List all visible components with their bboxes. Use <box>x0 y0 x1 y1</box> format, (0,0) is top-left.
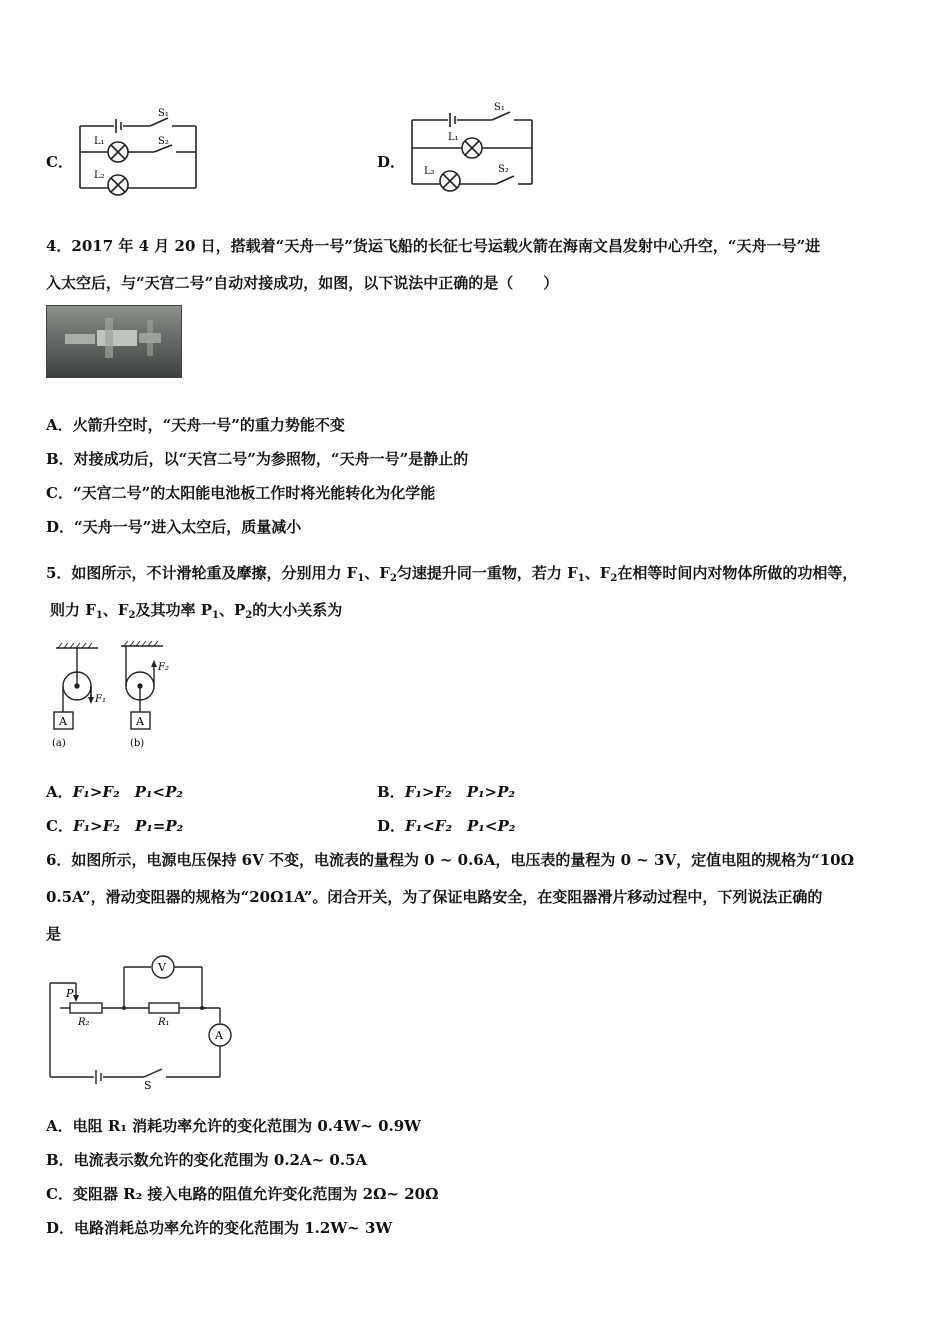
q3d-s1-label: S₁ <box>494 102 505 113</box>
q6-circuit-figure <box>46 955 236 1090</box>
q4-option-b[interactable]: B．对接成功后，以“天宫二号”为参照物，“天舟一号”是静止的 <box>46 450 469 468</box>
q6-stem-line3: 是 <box>46 925 62 943</box>
q4-option-d[interactable]: D．“天舟一号”进入太空后，质量减小 <box>46 518 302 536</box>
q3-circuit-c <box>72 104 202 196</box>
q4-stem-line2: 入太空后，与“天宫二号”自动对接成功，如图，以下说法中正确的是（ ） <box>46 274 559 292</box>
q3d-l2-label: L₂ <box>424 166 435 177</box>
q6-slider-p-label: P <box>66 987 74 1000</box>
q3c-s1-label: S₁ <box>158 108 169 119</box>
q5-pulley-figure <box>46 640 196 752</box>
q5-f1-label: F₁ <box>95 694 106 705</box>
q6-switch-label: S <box>144 1079 152 1090</box>
q6-option-a[interactable]: A．电阻 R₁ 消耗功率允许的变化范围为 0.4W~ 0.9W <box>46 1117 422 1135</box>
q3-circuit-d <box>404 98 539 192</box>
q6-stem-line1: 6．如图所示，电源电压保持 6V 不变，电流表的量程为 0 ~ 0.6A，电压表的量程为 0 ~ 3V，定值电阻的规格为“10Ω <box>46 851 854 869</box>
q5-fig-a-caption: (a) <box>52 738 66 749</box>
q6-voltmeter-label: V <box>158 961 166 974</box>
q3d-l1-label: L₁ <box>448 132 459 143</box>
q4-spacecraft-photo <box>46 305 182 378</box>
q5-option-b[interactable]: B．F₁>F₂ P₁>P₂ <box>377 783 515 801</box>
q3c-l1-label: L₁ <box>94 136 105 147</box>
q5-box-b-label: A <box>136 715 144 728</box>
q3c-l2-label: L₂ <box>94 170 105 181</box>
q5-fig-b-caption: (b) <box>130 738 145 749</box>
q6-option-b[interactable]: B．电流表示数允许的变化范围为 0.2A~ 0.5A <box>46 1151 368 1169</box>
q5-option-d[interactable]: D．F₁<F₂ P₁<P₂ <box>377 817 516 835</box>
q3d-s2-label: S₂ <box>498 164 509 175</box>
q6-option-d[interactable]: D．电路消耗总功率允许的变化范围为 1.2W~ 3W <box>46 1219 393 1237</box>
q4-option-c[interactable]: C．“天宫二号”的太阳能电池板工作时将光能转化为化学能 <box>46 484 436 502</box>
q6-r2-label: R₂ <box>78 1017 90 1028</box>
q6-r1-label: R₁ <box>158 1017 170 1028</box>
q5-stem-line1: 5．如图所示，不计滑轮重及摩擦，分别用力 $F_1$、$F_2$匀速提升同一重物，若力 $F_1$、$F_2$在相等时间内对物体所做的功相等， <box>46 564 858 584</box>
q3c-s2-label: S₂ <box>158 136 169 147</box>
q4-option-a[interactable]: A．火箭升空时，“天舟一号”的重力势能不变 <box>46 416 345 434</box>
q6-ammeter-label: A <box>215 1029 223 1042</box>
q3-option-d-label[interactable]: D． <box>377 153 406 171</box>
q6-option-c[interactable]: C．变阻器 R₂ 接入电路的阻值允许变化范围为 2Ω~ 20Ω <box>46 1185 439 1203</box>
q5-stem-line2: 则力 $F_1$、$F_2$及其功率 $P_1$、$P_2$的大小关系为 <box>50 601 343 621</box>
q5-box-a-label: A <box>59 715 67 728</box>
q5-option-a[interactable]: A．F₁>F₂ P₁<P₂ <box>46 783 183 801</box>
q3-option-c-label[interactable]: C． <box>46 153 73 171</box>
q5-option-c[interactable]: C．F₁>F₂ P₁=P₂ <box>46 817 184 835</box>
q5-f2-label: F₂ <box>158 662 169 673</box>
q4-stem-line1: 4．2017 年 4 月 20 日，搭载着“天舟一号”货运飞船的长征七号运载火箭在海南文昌发射中心升空，“天舟一号”进 <box>46 237 821 255</box>
q6-stem-line2: 0.5A”，滑动变阻器的规格为“20Ω1A”。闭合开关，为了保证电路安全，在变阻器滑片移动过程中，下列说法正确的 <box>46 888 823 906</box>
spacecraft-icon <box>47 306 181 377</box>
